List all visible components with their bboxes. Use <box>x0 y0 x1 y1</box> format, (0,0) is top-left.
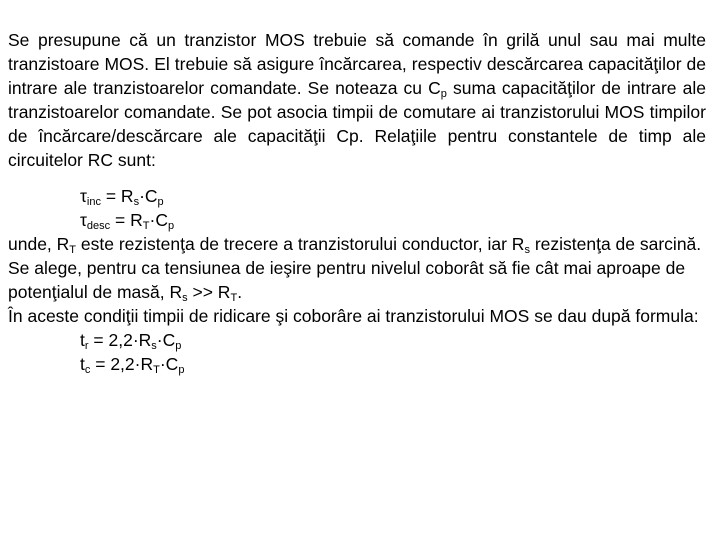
eq-subscript: inc <box>86 196 101 208</box>
subscript: T <box>230 292 238 304</box>
eq-symbol: τ <box>80 210 87 230</box>
explanation-paragraph <box>8 232 706 256</box>
intro-text-cont: suma capacităţilor de intrare ale tranzistoarelor comandate. Se pot asocia timpii de comutare ai tranzistorului MOS timpilor de încărcare/descărcare ale capacităţii Cp. Relaţiile pentru constantele de timp ale circuitelor RC sunt: <box>8 78 706 170</box>
eq-text: = R <box>110 210 143 230</box>
eq-symbol: τ <box>80 186 87 206</box>
eq-subscript: s <box>151 340 157 352</box>
text: . <box>237 282 243 302</box>
eq-subscript: p <box>157 196 164 208</box>
eq-subscript: s <box>133 196 140 208</box>
eq-subscript: desc <box>86 220 111 232</box>
eq-subscript: c <box>84 364 91 376</box>
eq-text: = R <box>100 186 134 206</box>
eq-text: ·C <box>156 330 176 350</box>
subscript: s <box>524 244 530 256</box>
intro-paragraph <box>8 28 706 172</box>
eq-subscript: T <box>142 220 150 232</box>
eq-text: = 2,2·R <box>88 330 152 350</box>
condition-paragraph <box>8 256 706 304</box>
eq-text: = 2,2·R <box>90 354 154 374</box>
eq-subscript: p <box>167 220 175 232</box>
text: este rezistenţa de trecere a tranzistorului conductor, iar R <box>76 234 525 254</box>
intro-subscript: p <box>440 88 447 100</box>
equation-tau-desc <box>8 208 706 232</box>
eq-subscript: p <box>175 340 182 352</box>
spacer <box>8 172 706 184</box>
eq-text: ·C <box>159 354 179 374</box>
intro-text: Se presupune că un tranzistor MOS trebuie să comande în grilă unul sau mai multe tranzistoare MOS. El trebuie să asigure încărcarea, respectiv descărcarea capacităţilor de intrare ale tranzistoarelor comandate. Se noteaza cu C <box>8 30 706 98</box>
eq-subscript: p <box>178 364 185 376</box>
equation-tc <box>8 352 706 376</box>
text: rezistenţa de sarcină. <box>529 234 702 254</box>
text: unde, R <box>8 234 70 254</box>
eq-text: ·C <box>149 210 168 230</box>
eq-text: ·C <box>139 186 158 206</box>
formula-intro-paragraph: În aceste condiţii timpii de ridicare şi coborâre ai tranzistorului MOS se dau după formula: <box>8 306 699 326</box>
text: Se alege, pentru ca tensiunea de ieşire pentru nivelul coborât să fie cât mai aproape de potenţialul de masă, R <box>8 258 686 302</box>
equation-tau-inc <box>8 184 706 208</box>
equation-tr <box>8 328 706 352</box>
eq-subscript: r <box>84 340 89 352</box>
eq-symbol: t <box>80 330 85 350</box>
subscript: T <box>69 244 77 256</box>
slide-content <box>8 28 706 376</box>
text: >> R <box>187 282 231 302</box>
eq-symbol: t <box>80 354 85 374</box>
eq-subscript: T <box>153 364 160 376</box>
subscript: s <box>182 292 188 304</box>
